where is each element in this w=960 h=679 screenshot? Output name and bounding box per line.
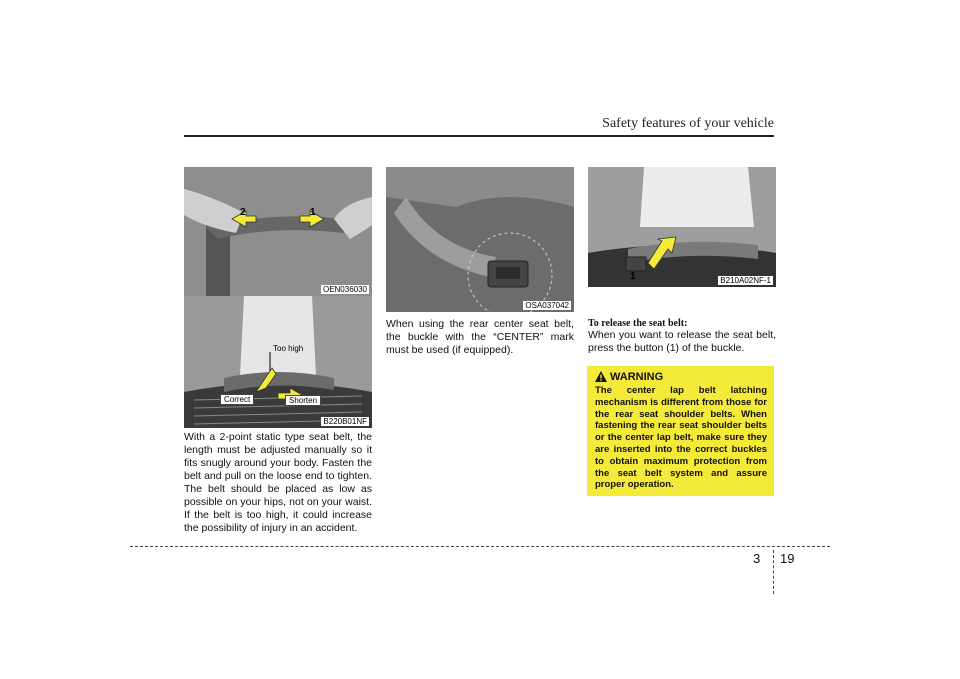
warning-text: The center lap belt latching mechanism is different from those for the rear seat shoulder belts. When fastening the rear seat shoulder belts or the center lap belt, make sure they are inserted into the correct buckles to obtain maximum protection from the seat belt system and assure proper operation. [595, 385, 767, 491]
warning-triangle-icon [595, 371, 607, 382]
figure-belt-adjust [184, 167, 372, 296]
col1-paragraph: With a 2-point static type seat belt, the length must be adjusted manually so it fits snugly around your body. Fasten the belt and pull on the loose end to tighten. The belt should be placed as low as possible on your hips, not on your waist. If the belt is too high, it could increase the possibility of injury in an accident. [184, 431, 372, 534]
header-rule [184, 135, 774, 137]
lap-belt-illustration [184, 296, 372, 428]
header-title: Safety features of your vehicle [602, 116, 774, 131]
footer-dashed-divider [773, 550, 774, 594]
callout-1: 1 [310, 207, 316, 218]
figure-code: B210A02NF-1 [720, 276, 771, 285]
callout-2: 2 [240, 207, 246, 218]
col3-paragraph: When you want to release the seat belt, press the button (1) of the buckle. [588, 329, 776, 354]
callout-shorten: Shorten [285, 395, 321, 406]
col2-paragraph: When using the rear center seat belt, the buckle with the “CENTER” mark must be used (if equipped). [386, 318, 574, 356]
figure-code: OEN036030 [322, 285, 367, 294]
belt-adjust-illustration [184, 167, 372, 296]
warning-box [587, 366, 774, 496]
callout-correct: Correct [220, 394, 254, 405]
callout-1: 1 [630, 271, 636, 282]
subheading-release: To release the seat belt: [588, 318, 688, 329]
page-number: 19 [780, 551, 795, 566]
center-buckle-illustration [386, 167, 574, 312]
chapter-number: 3 [753, 551, 761, 566]
figure-center-buckle [386, 167, 574, 312]
footer-dashed-rule [130, 546, 830, 547]
figure-code: OSA037042 [525, 301, 569, 310]
release-buckle-illustration [588, 167, 776, 287]
figure-code: B220B01NF [323, 417, 367, 426]
callout-too-high: Too high [273, 344, 304, 353]
figure-lap-belt-position [184, 296, 372, 428]
figure-release-buckle [588, 167, 776, 287]
warning-title: WARNING [610, 371, 664, 383]
